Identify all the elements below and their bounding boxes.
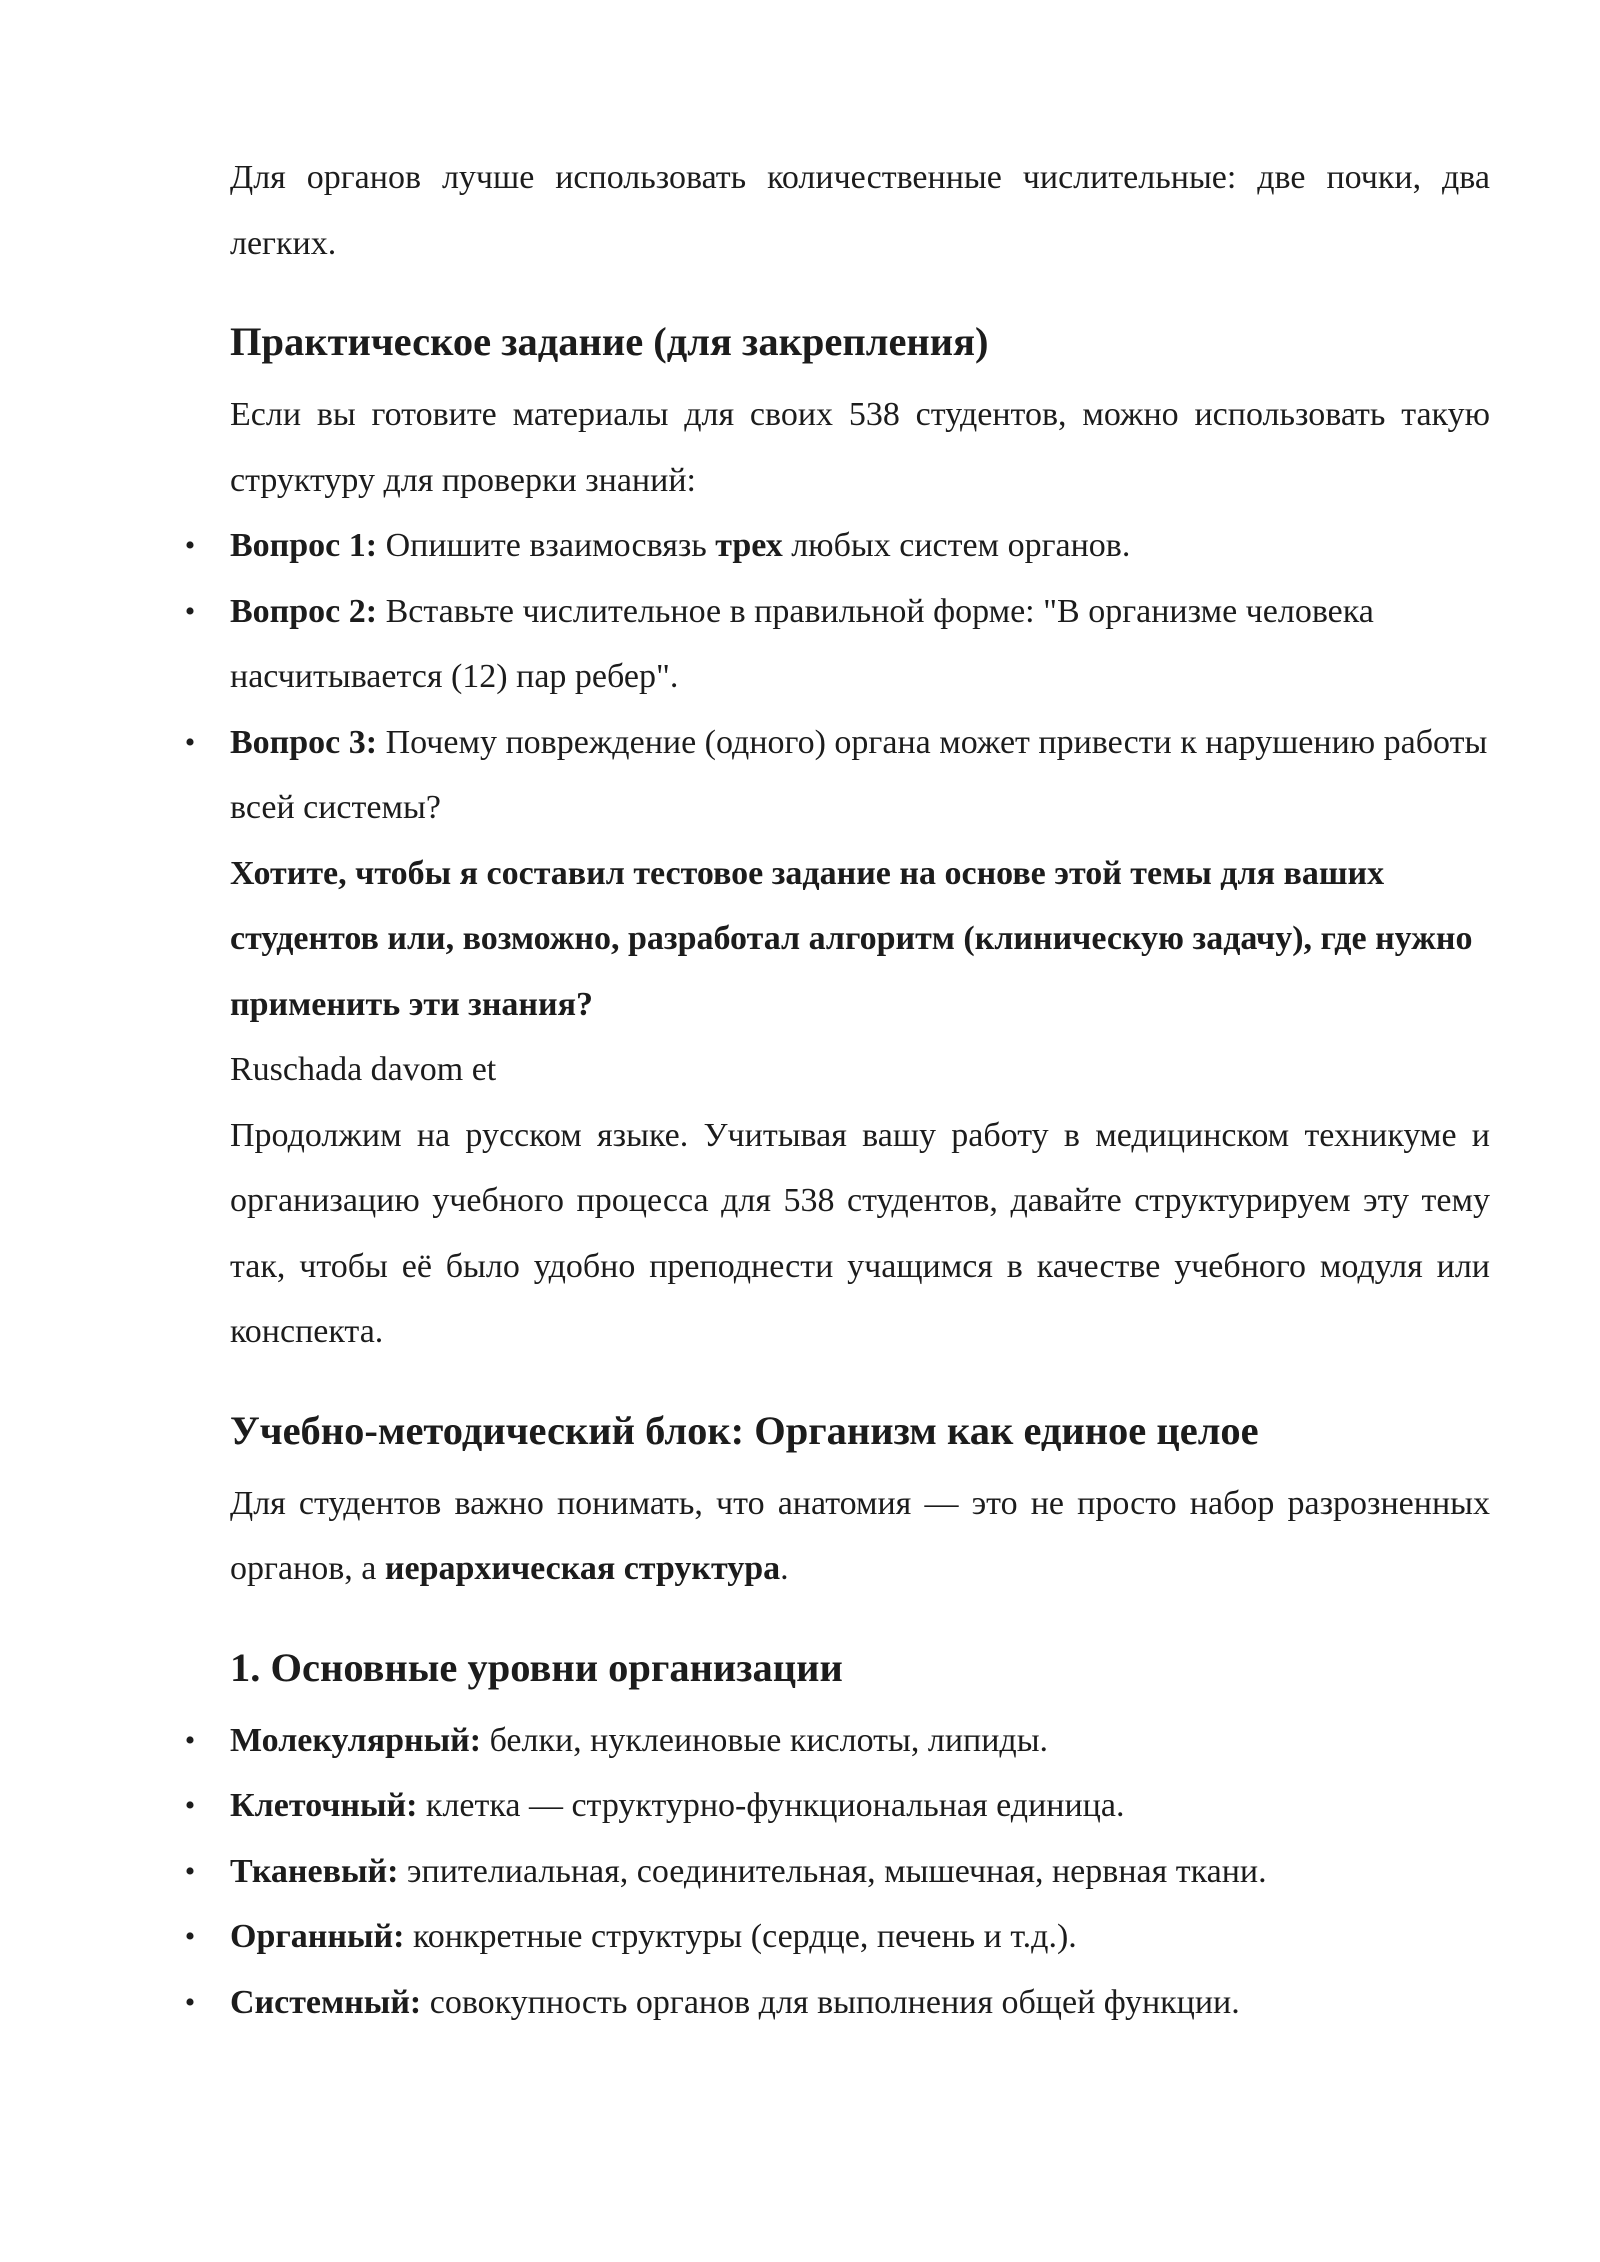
bullet-icon: • (184, 725, 196, 759)
module-paragraph (230, 1471, 1490, 1602)
level-item-system (184, 1970, 1490, 2036)
bullet-icon: • (184, 1854, 196, 1888)
question-text: Почему повреждение (одного) органа может привести к нарушению работы всей системы? (230, 723, 1488, 826)
level-label: Системный: (230, 1983, 422, 2021)
level-text: эпителиальная, соединительная, мышечная, нервная ткани. (398, 1852, 1267, 1890)
level-item-organ (184, 1904, 1490, 1970)
offer-paragraph: Хотите, чтобы я составил тестовое задание на основе этой темы для ваших студентов или, возможно, разработал алгоритм (клиническую задачу), где нужно применить эти знания? (230, 854, 1473, 1023)
user-reply: Ruschada davom et (230, 1051, 497, 1088)
module-text: Для студентов важно понимать, что анатомия — это не просто набор разрозненных органов, а (230, 1484, 1490, 1587)
question-text: любых систем органов. (782, 527, 1131, 564)
practical-task-heading: Практическое задание (для закрепления) (230, 319, 989, 364)
level-item-tissue (184, 1839, 1490, 1905)
level-text: белки, нуклеиновые кислоты, липиды. (481, 1721, 1049, 1759)
question-label: Вопрос 3: (230, 723, 378, 761)
module-text-end: . (780, 1550, 789, 1587)
bullet-icon: • (184, 594, 196, 628)
levels-list (184, 1708, 1490, 2036)
bullet-icon: • (184, 529, 196, 562)
level-text: конкретные структуры (сердце, печень и т.д.). (404, 1918, 1077, 1955)
question-item-3 (184, 710, 1490, 841)
level-text: совокупность органов для выполнения общей функции. (421, 1983, 1240, 2021)
question-item-1 (184, 513, 1490, 579)
question-label: Вопрос 2: (230, 592, 378, 630)
document-page (184, 145, 1490, 2035)
bullet-icon: • (184, 1723, 196, 1757)
question-item-2 (184, 579, 1490, 710)
intro-paragraph: Для органов лучше использовать количественные числительные: две почки, два легких. (230, 159, 1490, 262)
module-heading: Учебно-методический блок: Организм как единое целое (230, 1407, 1259, 1453)
level-label: Тканевый: (230, 1852, 399, 1890)
levels-heading: 1. Основные уровни организации (230, 1644, 843, 1690)
continuation-paragraph: Продолжим на русском языке. Учитывая вашу работу в медицинском техникуме и организацию учебного процесса для 538 студентов, давайте структурируем эту тему так, чтобы её было удобно преподнести учащимся в качестве учебного модуля или конспекта. (230, 1116, 1490, 1350)
level-label: Молекулярный: (230, 1721, 482, 1759)
bullet-icon: • (184, 1920, 196, 1953)
bullet-icon: • (184, 1985, 196, 2019)
question-text: Вставьте числительное в правильной форме: "В организме человека насчитывается (12) пар ребер". (230, 592, 1374, 695)
bullet-icon: • (184, 1789, 196, 1822)
practical-task-intro: Если вы готовите материалы для своих 538 студентов, можно использовать такую структуру для проверки знаний: (230, 396, 1490, 499)
level-item-cellular (184, 1773, 1490, 1839)
level-label: Органный: (230, 1918, 405, 1955)
question-label: Вопрос 1: (230, 527, 378, 564)
module-emphasis: иерархическая структура (384, 1550, 781, 1587)
level-label: Клеточный: (230, 1787, 418, 1824)
level-item-molecular (184, 1708, 1490, 1774)
question-emphasis: трех (715, 527, 783, 564)
question-text: Опишите взаимосвязь (377, 527, 716, 564)
level-text: клетка — структурно-функциональная единица. (417, 1787, 1125, 1824)
questions-list (184, 513, 1490, 841)
